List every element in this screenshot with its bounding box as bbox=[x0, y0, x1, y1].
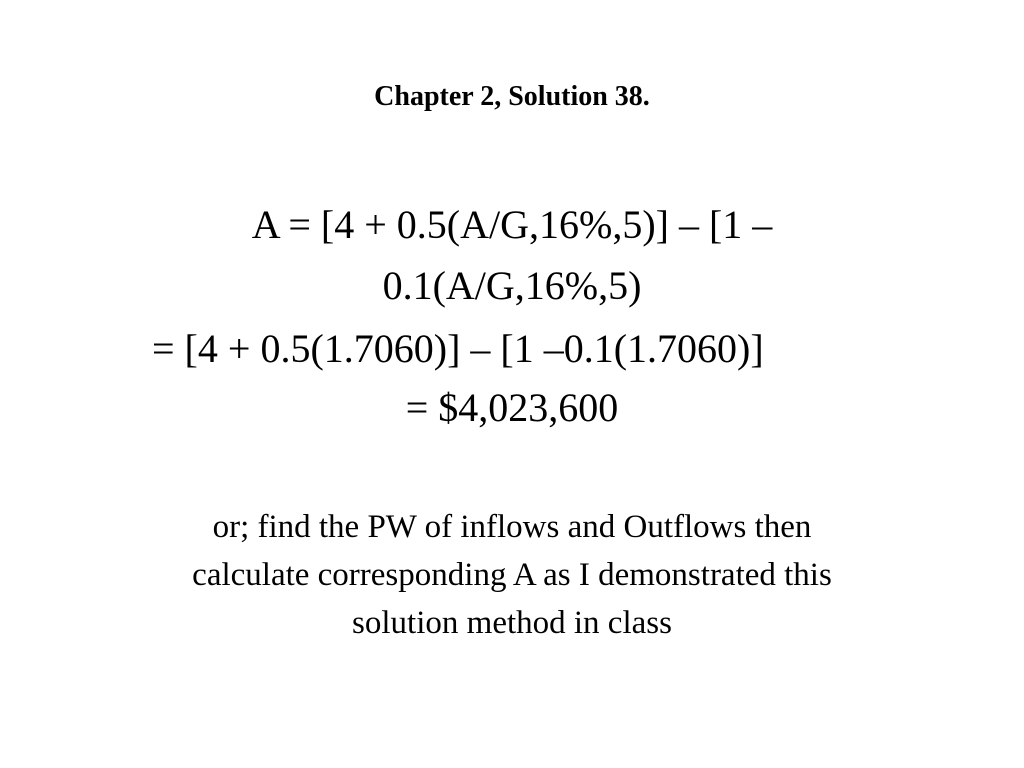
equation-line-3: = [4 + 0.5(1.7060)] – [1 –0.1(1.7060)] bbox=[152, 326, 764, 371]
note-line-1: or; find the PW of inflows and Outflows then bbox=[212, 509, 812, 545]
note-line-3: solution method in class bbox=[352, 605, 672, 641]
equation-result: = $4,023,600 bbox=[405, 385, 619, 430]
slide-title: Chapter 2, Solution 38. bbox=[374, 81, 650, 112]
equation-line-1: A = [4 + 0.5(A/G,16%,5)] – [1 – bbox=[251, 202, 773, 247]
note-line-2: calculate corresponding A as I demonstrated this bbox=[192, 557, 832, 593]
equation-line-2: 0.1(A/G,16%,5) bbox=[382, 263, 642, 308]
note-paragraph bbox=[0, 503, 1024, 647]
